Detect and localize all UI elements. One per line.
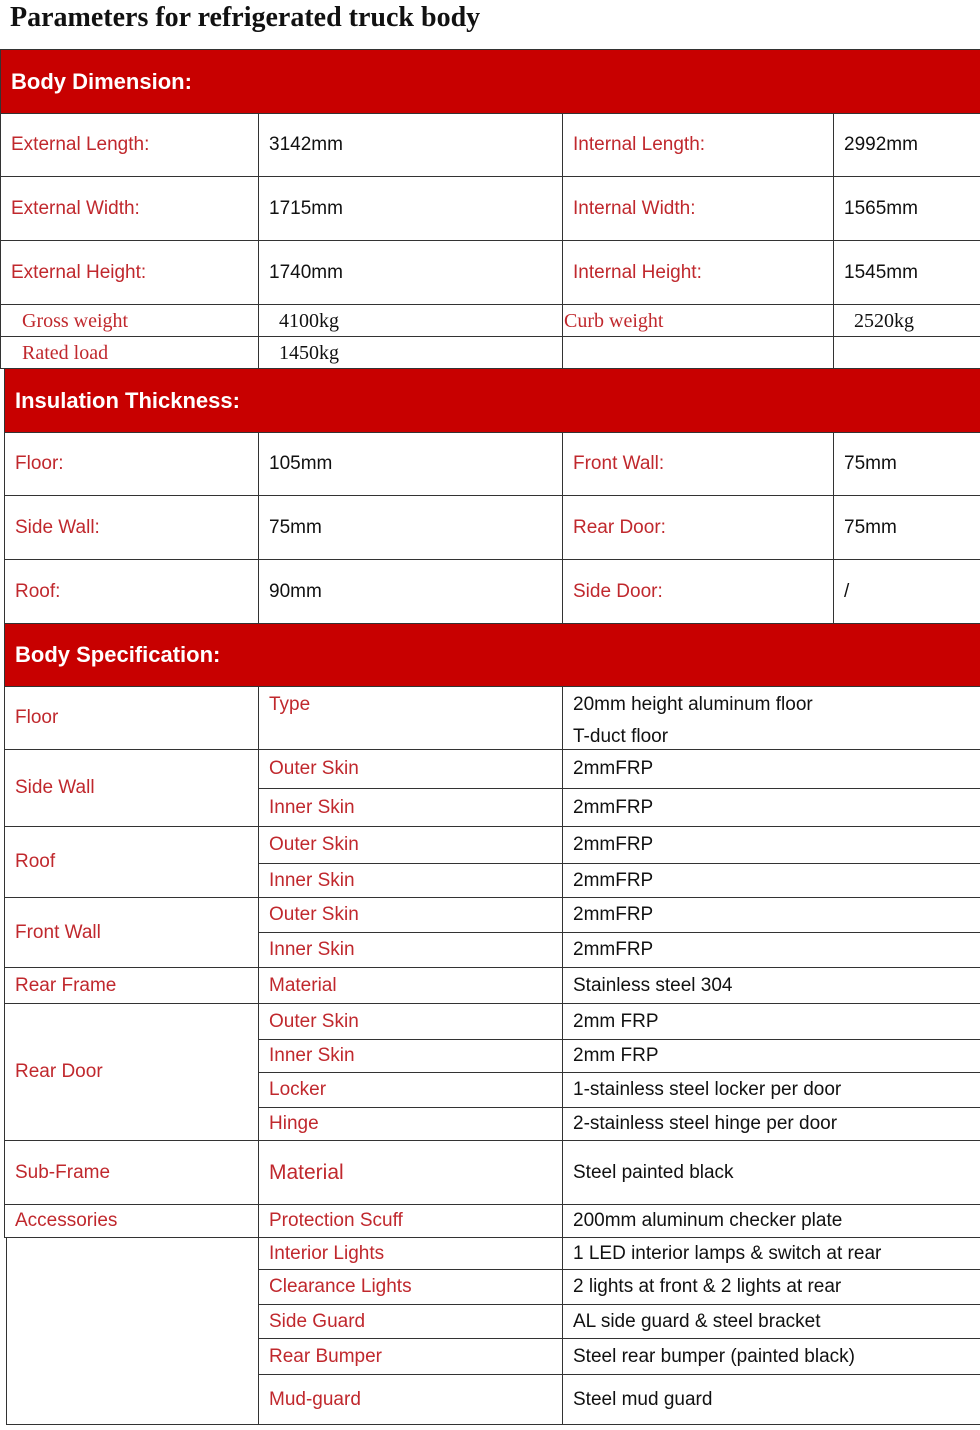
insulation-value: / [833, 559, 980, 624]
spec-part-label: Clearance Lights [258, 1269, 563, 1305]
spec-value: 1 LED interior lamps & switch at rear [562, 1237, 980, 1270]
section-header-body-dimension: Body Dimension: [0, 49, 980, 114]
spec-group-label: Roof [4, 826, 259, 898]
spec-value: 2mmFRP [562, 749, 980, 789]
insulation-label: Roof: [4, 559, 259, 624]
spec-value: Steel rear bumper (painted black) [562, 1338, 980, 1375]
dimension-value: 1450kg [258, 336, 563, 369]
spec-value: 2 lights at front & 2 lights at rear [562, 1269, 980, 1305]
dimension-label: External Length: [0, 113, 259, 177]
spec-part-label: Locker [258, 1072, 563, 1108]
spec-part-label: Material [258, 1140, 563, 1205]
spec-part-label: Material [258, 967, 563, 1004]
spec-value: 1-stainless steel locker per door [562, 1072, 980, 1108]
spec-part-label: Mud-guard [258, 1374, 563, 1425]
spec-value: Steel mud guard [562, 1374, 980, 1425]
spec-part-label: Type [258, 686, 563, 750]
insulation-label: Side Door: [562, 559, 834, 624]
spec-part-label: Rear Bumper [258, 1338, 563, 1375]
spec-part-label: Side Guard [258, 1304, 563, 1339]
spec-value: 2mmFRP [562, 932, 980, 968]
spec-group-label: Sub-Frame [4, 1140, 259, 1205]
dimension-label: Gross weight [0, 304, 259, 337]
spec-group-label: Side Wall [4, 749, 259, 827]
section-header-specification: Body Specification: [4, 623, 980, 687]
spec-part-label: Inner Skin [258, 932, 563, 968]
spec-part-label: Outer Skin [258, 826, 563, 864]
insulation-value: 75mm [833, 495, 980, 560]
dimension-label: Curb weight [562, 304, 834, 337]
dimension-label: Internal Length: [562, 113, 834, 177]
spec-group-label: Rear Door [4, 1003, 259, 1141]
spec-part-label: Inner Skin [258, 788, 563, 827]
spec-value: 2mmFRP [562, 788, 980, 827]
insulation-label: Front Wall: [562, 432, 834, 496]
dimension-value: 1740mm [258, 240, 563, 305]
insulation-value: 90mm [258, 559, 563, 624]
insulation-value: 75mm [833, 432, 980, 496]
spec-part-label: Outer Skin [258, 749, 563, 789]
insulation-label: Side Wall: [4, 495, 259, 560]
dimension-label: Internal Height: [562, 240, 834, 305]
dimension-label: Rated load [0, 336, 259, 369]
dimension-label [562, 336, 834, 369]
dimension-value: 1715mm [258, 176, 563, 241]
spec-value: AL side guard & steel bracket [562, 1304, 980, 1339]
spec-group-label: Rear Frame [4, 967, 259, 1004]
spec-part-label: Outer Skin [258, 1003, 563, 1040]
spec-value: Stainless steel 304 [562, 967, 980, 1004]
spec-group-label: Front Wall [4, 897, 259, 968]
spec-part-label: Inner Skin [258, 1039, 563, 1073]
spec-value: Steel painted black [562, 1140, 980, 1205]
spec-value: 20mm height aluminum floor T-duct floor [562, 686, 980, 750]
section-header-insulation: Insulation Thickness: [4, 368, 980, 433]
spec-part-label: Interior Lights [258, 1237, 563, 1270]
blank-cell [6, 1237, 259, 1425]
dimension-label: External Height: [0, 240, 259, 305]
spec-part-label: Protection Scuff [258, 1204, 563, 1238]
dimension-value: 2992mm [833, 113, 980, 177]
spec-part-label: Outer Skin [258, 897, 563, 933]
spec-value: 2mm FRP [562, 1039, 980, 1073]
spec-part-label: Hinge [258, 1107, 563, 1141]
spec-group-label: Accessories [4, 1204, 259, 1238]
dimension-value: 2520kg [833, 304, 980, 337]
insulation-value: 105mm [258, 432, 563, 496]
dimension-label: External Width: [0, 176, 259, 241]
spec-value: 200mm aluminum checker plate [562, 1204, 980, 1238]
page-title: Parameters for refrigerated truck body [10, 2, 481, 33]
dimension-value: 3142mm [258, 113, 563, 177]
dimension-value: 1565mm [833, 176, 980, 241]
dimension-label: Internal Width: [562, 176, 834, 241]
insulation-label: Floor: [4, 432, 259, 496]
insulation-label: Rear Door: [562, 495, 834, 560]
dimension-value: 1545mm [833, 240, 980, 305]
spec-value: 2mmFRP [562, 826, 980, 864]
spec-part-label: Inner Skin [258, 863, 563, 898]
spec-value: 2mm FRP [562, 1003, 980, 1040]
spec-value: 2mmFRP [562, 897, 980, 933]
insulation-value: 75mm [258, 495, 563, 560]
spec-value: 2mmFRP [562, 863, 980, 898]
dimension-value: 4100kg [258, 304, 563, 337]
spec-group-label: Floor [4, 686, 259, 750]
spec-value: 2-stainless steel hinge per door [562, 1107, 980, 1141]
dimension-value [833, 336, 980, 369]
